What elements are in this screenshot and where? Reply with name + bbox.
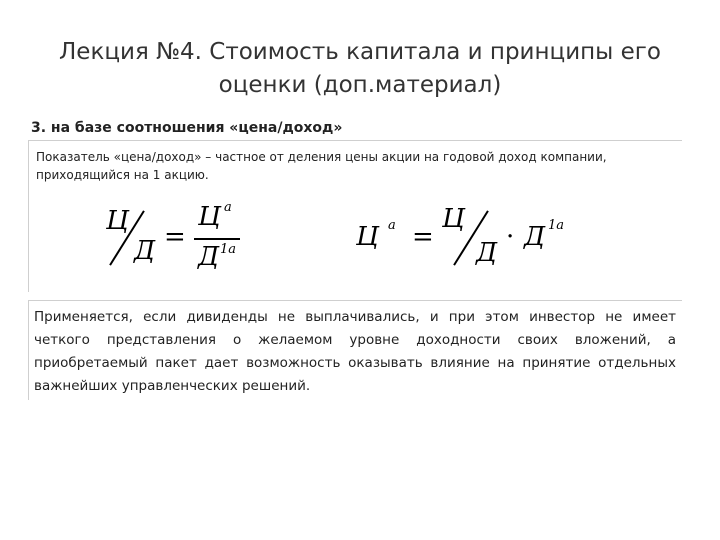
formula-price-earnings (100, 200, 260, 280)
formula-2-equals: = (412, 222, 434, 252)
formula-1-equals: = (164, 222, 186, 252)
formula-1-lhs-numerator: Ц (106, 206, 129, 236)
formula-1-rhs-denominator: Д (198, 242, 220, 272)
formula-1-rhs-numerator: Ц (198, 202, 221, 232)
formula-1-lhs-denominator: Д (134, 236, 156, 266)
formula-1-fraction-bar (194, 238, 240, 240)
slide-title-line-1: Лекция №4. Стоимость капитала и принципы его (59, 39, 661, 65)
formula-1-rhs-numerator-sup: a (224, 200, 232, 215)
definition-text: Показатель «цена/доход» – частное от деления цены акции на годовой доход компании, приходящийся на 1 акцию. (36, 150, 607, 182)
body-text: Применяется, если дивиденды не выплачивались, и при этом инвестор не имеет четкого представления о желаемом уровне доходности своих вложений, а приобретаемый пакет дает возможность оказывать влияние на принятие отдельных важнейших управленческих решений. (34, 309, 676, 394)
formula-1-rhs-denominator-sup: 1a (220, 242, 237, 257)
slide-title-line-2: оценки (доп.материал) (218, 72, 502, 98)
formula-2-tail-sup: 1a (548, 218, 565, 233)
formula-price-estimate (356, 200, 586, 280)
formula-2-tail: Д (524, 222, 546, 252)
formula-2-dot: · (506, 222, 515, 252)
section-heading: 3. на базе соотношения «цена/доход» (31, 120, 343, 136)
formula-2-lhs-sup: a (388, 218, 396, 233)
slide-title (40, 36, 680, 102)
formula-2-denominator: Д (476, 238, 498, 268)
formula-2-numerator: Ц (442, 204, 465, 234)
formula-2-lhs: Ц (356, 222, 379, 252)
